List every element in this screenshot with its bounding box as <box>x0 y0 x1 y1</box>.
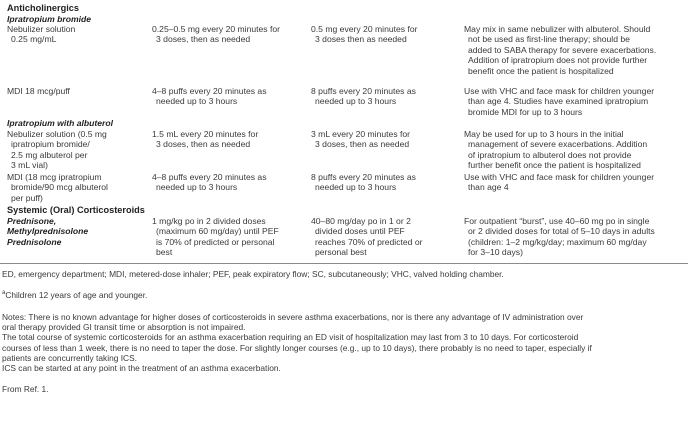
cell-adult-dose: 0.5 mg every 20 minutes for 3 doses then as needed <box>311 24 418 45</box>
cell-comments: May mix in same nebulizer with albuterol. Should not be used as first-line therapy; should be added to SABA therapy for severe exacerbations. Addition of ipratropium does not provide further benefit once the patient is hospitalized <box>464 24 657 76</box>
asterisk-footnote: $^a$Children 12 years of age and younger. <box>2 290 148 300</box>
cell-comments: Use with VHC and face mask for children younger than age 4 <box>464 172 655 193</box>
cell-adult-dose: 8 puffs every 20 minutes as needed up to 3 hours <box>311 172 416 193</box>
footnote-marker: a <box>2 290 6 297</box>
notes-block: Notes: There is no known advantage for higher doses of corticosteroids in severe asthma exacerbations, nor is there any advantage of IV administration over oral therapy provided GI transit time or absorption is not impaired. The total course of systemic corticosteroids for an asthma exacerbation requiring an ED visit of hospitalization may last from 3 to 10 days. For corticosteroid courses of less than 1 week, there is no need to taper the dose. For slightly longer courses (e.g., up to 10 days), there probably is no need to taper, especially if patients are concurrently taking ICS. ICS can be started at any point in the treatment of an asthma exacerbation. <box>2 312 592 374</box>
cell-child-dose: 1 mg/kg po in 2 divided doses (maximum 60 mg/day) until PEF is 70% of predicted or personal best <box>152 216 279 258</box>
subheading-ipratropium-with-albuterol: Ipratropium with albuterol <box>7 118 113 128</box>
cell-formulation: MDI (18 mcg ipratropium bromide/90 mcg albuterol per puff) <box>7 172 108 203</box>
cell-child-dose: 1.5 mL every 20 minutes for 3 doses, then as needed <box>152 129 259 150</box>
cell-formulation: MDI 18 mcg/puff <box>7 86 70 96</box>
cell-child-dose: 0.25–0.5 mg every 20 minutes for 3 doses, then as needed <box>152 24 281 45</box>
cell-adult-dose: 8 puffs every 20 minutes as needed up to 3 hours <box>311 86 416 107</box>
cell-formulation: Nebulizer solution (0.5 mg ipratropium bromide/ 2.5 mg albuterol per 3 mL vial) <box>7 129 107 171</box>
table-bottom-rule <box>0 263 688 264</box>
cell-comments: For outpatient “burst”, use 40–60 mg po in single or 2 divided doses for total of 5–10 days in adults (children: 1–2 mg/kg/day; maximum 60 mg/day for 3–10 days) <box>464 216 655 258</box>
section-heading-anticholinergics: Anticholinergics <box>7 3 79 13</box>
source-reference: From Ref. 1. <box>2 384 49 394</box>
cell-formulation: Prednisone, Methylprednisolone Prednisolone <box>7 216 89 247</box>
section-heading-systemic-corticosteroids: Systemic (Oral) Corticosteroids <box>7 205 145 215</box>
cell-adult-dose: 3 mL every 20 minutes for 3 doses, then as needed <box>311 129 411 150</box>
cell-adult-dose: 40–80 mg/day po in 1 or 2 divided doses until PEF reaches 70% of predicted or personal best <box>311 216 423 258</box>
abbreviations-footnote: ED, emergency department; MDI, metered-dose inhaler; PEF, peak expiratory flow; SC, subcutaneously; VHC, valved holding chamber. <box>2 269 504 279</box>
cell-formulation: Nebulizer solution 0.25 mg/mL <box>7 24 76 45</box>
cell-comments: Use with VHC and face mask for children younger than age 4. Studies have examined ipratropium bromide MDI for up to 3 hours <box>464 86 655 117</box>
cell-child-dose: 4–8 puffs every 20 minutes as needed up to 3 hours <box>152 86 267 107</box>
cell-child-dose: 4–8 puffs every 20 minutes as needed up to 3 hours <box>152 172 267 193</box>
cell-comments: May be used for up to 3 hours in the initial management of severe exacerbations. Addition of ipratropium to albuterol does not provide further benefit once the patient is hospitalized <box>464 129 648 171</box>
subheading-ipratropium-bromide: Ipratropium bromide <box>7 14 92 24</box>
